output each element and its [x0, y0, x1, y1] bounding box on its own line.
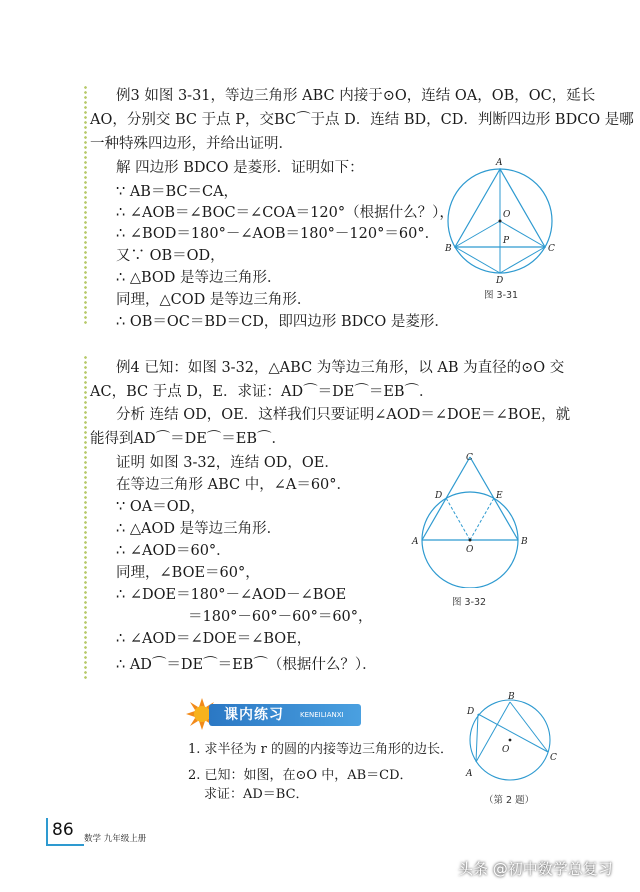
point-label-a: A	[496, 158, 503, 168]
ex4-line-8: ∴ △AOD 是等边三角形．	[116, 521, 282, 537]
section-bar-ex3	[83, 85, 88, 325]
point-label-o: O	[466, 545, 474, 555]
ex4-line-1: 例4 已知：如图 3-32，△ABC 为等边三角形，以 AB 为直径的⊙O 交	[116, 360, 565, 376]
page-number: 86	[52, 820, 74, 840]
ex4-line-14: ∴ AD⌒＝DE⌒＝EB⌒（根据什么？）．	[116, 657, 377, 673]
ex3-line-2: AO，分别交 BC 于点 P，交BC⌒于点 D．连结 BD，CD．判断四边形 BDCO 是哪	[90, 112, 634, 128]
footer-book-title: 数学 九年级上册	[84, 834, 147, 844]
ex3-line-7: ∴ ∠BOD＝180°－∠AOB＝180°－120°＝60°．	[116, 226, 440, 242]
point-label-d: D	[467, 707, 475, 717]
ex4-line-4: 能得到AD⌒＝DE⌒＝EB⌒．	[90, 431, 287, 447]
ex3-line-1: 例3 如图 3-31，等边三角形 ABC 内接于⊙O，连结 OA，OB，OC，延长	[116, 88, 596, 104]
ex3-line-10: 同理，△COD 是等边三角形．	[116, 292, 312, 308]
ex4-line-5: 证明 如图 3-32，连结 OD，OE．	[116, 455, 339, 471]
point-label-d: D	[496, 276, 504, 286]
point-label-a: A	[466, 769, 473, 779]
section-bar-ex4	[83, 355, 88, 680]
ex3-line-5: ∵ AB＝BC＝CA，	[116, 184, 239, 200]
ex4-line-9: ∴ ∠AOD＝60°．	[116, 543, 231, 559]
ex4-line-11: ∴ ∠DOE＝180°－∠AOD－∠BOE	[116, 587, 347, 603]
ex4-line-6: 在等边三角形 ABC 中，∠A＝60°．	[116, 477, 352, 493]
point-label-o: O	[503, 210, 511, 220]
point-label-b: B	[445, 244, 452, 254]
practice-question-2a: 2. 已知：如图，在⊙O 中，AB＝CD．	[188, 768, 413, 783]
ex3-line-6: ∴ ∠AOB＝∠BOC＝∠COA＝120°（根据什么？），	[116, 205, 454, 221]
ex3-line-9: ∴ △BOD 是等边三角形．	[116, 270, 282, 286]
ex4-line-3: 分析 连结 OD，OE．这样我们只要证明∠AOD＝∠DOE＝∠BOE，就	[116, 407, 571, 423]
figure-question-2	[458, 690, 568, 790]
practice-question-1: 1. 求半径为 r 的圆的内接等边三角形的边长．	[188, 742, 454, 757]
ex4-line-2: AC，BC 于点 D，E．求证：AD⌒＝DE⌒＝EB⌒．	[90, 384, 434, 400]
ex4-line-12: ＝180°－60°－60°＝60°，	[188, 609, 373, 625]
point-label-c: C	[466, 453, 473, 463]
point-label-a: A	[412, 537, 419, 547]
point-label-b: B	[521, 537, 528, 547]
ex3-line-3: 一种特殊四边形，并给出证明．	[90, 136, 293, 152]
ex3-line-8: 又∵ OB＝OD，	[116, 248, 225, 264]
figure-question-2-caption: （第 2 题）	[484, 795, 535, 806]
ex3-line-4: 解 四边形 BDCO 是菱形．证明如下：	[116, 160, 364, 176]
point-label-e: E	[496, 491, 503, 501]
point-label-c: C	[548, 244, 555, 254]
practice-question-2b: 求证：AD＝BC．	[204, 787, 309, 802]
point-label-b: B	[508, 692, 515, 702]
ex4-line-10: 同理，∠BOE＝60°，	[116, 565, 260, 581]
point-label-o: O	[502, 745, 510, 755]
figure-3-31-caption: 图 3-31	[484, 290, 519, 301]
figure-3-32	[408, 448, 538, 588]
practice-subtitle: KENEILIANXI	[300, 711, 344, 719]
point-label-c: C	[550, 753, 557, 763]
ex3-line-11: ∴ OB＝OC＝BD＝CD，即四边形 BDCO 是菱形．	[116, 314, 449, 330]
ex4-line-13: ∴ ∠AOD＝∠DOE＝∠BOE，	[116, 631, 312, 647]
ex4-line-7: ∵ OA＝OD，	[116, 499, 205, 515]
figure-3-32-caption: 图 3-32	[452, 597, 487, 608]
watermark: 头条 @初中数学总复习	[458, 860, 613, 878]
practice-title: 课内练习	[224, 707, 284, 723]
point-label-d: D	[435, 491, 443, 501]
figure-3-31	[440, 155, 560, 295]
point-label-p: P	[503, 236, 510, 246]
